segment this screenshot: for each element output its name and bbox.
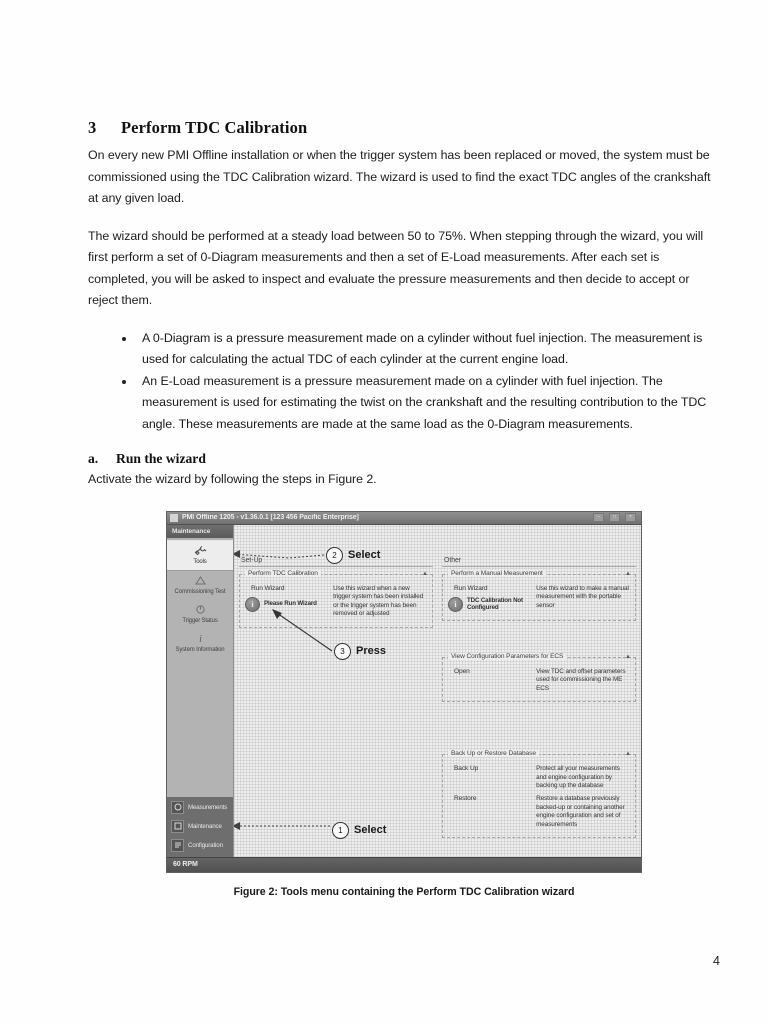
group-description: View TDC and offset parameters used for commissioning the ME ECS	[536, 667, 626, 692]
other-column-title: Other	[442, 557, 636, 567]
callout-bubble: 2	[326, 547, 343, 564]
group-perform-tdc-calibration	[239, 569, 433, 628]
status-badge	[448, 597, 528, 612]
group-description: Protect all your measurements and engine configuration by backing up the database	[536, 765, 620, 790]
chevron-up-icon[interactable]: ▲	[625, 570, 631, 577]
info-icon: i	[448, 597, 463, 612]
figure-2	[88, 511, 720, 898]
minimize-button[interactable]: –	[593, 513, 604, 522]
group-row	[448, 795, 630, 829]
sidebar-item-label: Measurements	[188, 803, 228, 811]
group-row	[448, 765, 630, 791]
setup-column	[239, 533, 433, 852]
sidebar-item-label: Trigger Status	[182, 617, 218, 624]
figure-caption: Figure 2: Tools menu containing the Perform TDC Calibration wizard	[233, 885, 575, 898]
subsection-title	[88, 451, 720, 467]
bullet-list	[88, 328, 720, 436]
group-actions	[448, 795, 528, 829]
sidebar-item-system-information[interactable]	[167, 629, 233, 658]
group-actions	[245, 585, 325, 619]
sidebar-item-label: Commissioning Test	[174, 588, 226, 595]
page-title	[88, 118, 720, 138]
group-actions	[448, 585, 528, 612]
group-view-configuration-parameters	[442, 652, 636, 703]
tools-icon	[193, 545, 207, 557]
configuration-icon	[171, 839, 184, 852]
document-content	[88, 118, 720, 898]
window-body	[167, 525, 641, 857]
sidebar-item-commissioning-test[interactable]	[167, 571, 233, 600]
group-description: Restore a database previously backed-up or containing another engine configuration and set of measurements	[536, 795, 625, 828]
callout-label: Press	[356, 645, 386, 657]
sidebar	[167, 525, 234, 857]
window-titlebar	[167, 512, 641, 525]
info-icon: i	[245, 597, 260, 612]
app-logo-icon	[170, 514, 178, 522]
group-description: Use this wizard when a new trigger system has been installed or the trigger system has been removed or adjusted	[333, 584, 424, 618]
application-screenshot	[166, 511, 642, 873]
group-perform-manual-measurement	[442, 569, 636, 621]
window-title: PMI Offline 1205 - v1.36.0.1 [123 456 Pacific Enterprise]	[182, 514, 359, 521]
paragraph-2: The wizard should be performed at a steady load between 50 to 75%. When stepping through the wizard, you will first perform a set of 0-Diagram measurements and then a set of E-Load measurements. After each set is completed, you will be asked to inspect and evaluate the pressure measurements and then decide to accept or reject them.	[88, 228, 704, 307]
chevron-up-icon[interactable]: ▲	[625, 653, 631, 660]
sidebar-item-trigger-status[interactable]	[167, 600, 233, 629]
group-actions	[448, 765, 528, 791]
callout-label: Select	[348, 549, 381, 561]
chevron-up-icon[interactable]: ▲	[625, 751, 631, 758]
sidebar-item-label: Maintenance	[188, 822, 222, 830]
group-row	[448, 668, 630, 694]
callout-bubble: 1	[332, 822, 349, 839]
callout-label: Select	[354, 824, 387, 836]
sidebar-item-measurements[interactable]	[167, 798, 233, 817]
callout-2	[326, 547, 380, 564]
subsection-number: a.	[88, 451, 99, 466]
info-icon	[193, 633, 207, 645]
back-up-button[interactable]: Back Up	[454, 765, 479, 773]
sidebar-item-maintenance[interactable]	[167, 817, 233, 836]
group-title: Perform TDC Calibration	[245, 570, 321, 577]
rpm-indicator: 60 RPM	[173, 861, 198, 868]
group-backup-restore-database	[442, 750, 636, 838]
sidebar-item-label: System Information	[175, 646, 225, 653]
status-text: Please Run Wizard	[264, 600, 317, 608]
restore-button[interactable]: Restore	[454, 795, 477, 803]
measurements-icon	[171, 801, 184, 814]
group-title: Perform a Manual Measurement	[448, 570, 546, 577]
list-item: An E-Load measurement is a pressure measurement made on a cylinder with fuel injection. The measurement is used for estimating the twist on the crankshaft and the resulting contribution to the TDC angle. These measurements are made at the same load as the 0-Diagram measurements.	[120, 371, 720, 436]
run-wizard-button[interactable]: Run Wizard	[251, 584, 285, 592]
group-row	[448, 585, 630, 612]
commissioning-icon	[193, 575, 207, 587]
callout-1	[332, 822, 386, 839]
close-button[interactable]: ×	[625, 513, 636, 522]
svg-text:i: i	[198, 634, 202, 644]
list-item: A 0-Diagram is a pressure measurement made on a cylinder without fuel injection. The measurement is used for calculating the actual TDC of each cylinder at the current engine load.	[120, 328, 720, 371]
other-column	[442, 533, 636, 852]
sidebar-item-label: Configuration	[188, 841, 223, 849]
subsection-label: Run the wizard	[116, 451, 206, 466]
window-controls	[593, 513, 638, 522]
group-row	[245, 585, 427, 619]
callout-bubble: 3	[334, 643, 351, 660]
callout-3	[334, 643, 386, 660]
page-number: 4	[713, 954, 720, 968]
group-actions	[448, 668, 528, 694]
group-title: View Configuration Parameters for ECS	[448, 653, 566, 660]
sidebar-item-tools[interactable]	[167, 540, 233, 571]
chevron-up-icon[interactable]: ▲	[422, 570, 428, 577]
status-bar	[167, 857, 641, 872]
main-panel	[234, 525, 641, 857]
paragraph-1: On every new PMI Offline installation or when the trigger system has been replaced or moved, the system must be commissioned using the TDC Calibration wizard. The wizard is used to find the exact TDC angles of the crankshaft at any given load.	[88, 148, 711, 205]
run-wizard-button[interactable]: Run Wizard	[454, 584, 488, 592]
group-title: Back Up or Restore Database	[448, 750, 539, 757]
section-number: 3	[88, 118, 97, 137]
open-button[interactable]: Open	[454, 667, 470, 675]
sidebar-item-configuration[interactable]	[167, 836, 233, 855]
maintenance-icon	[171, 820, 184, 833]
sidebar-nav	[167, 538, 233, 797]
status-text: TDC Calibration Not Configured	[467, 596, 523, 611]
paragraph-3: Activate the wizard by following the steps in Figure 2.	[88, 472, 377, 486]
sidebar-bottom-nav	[167, 797, 233, 857]
section-title: Perform TDC Calibration	[121, 118, 308, 137]
sidebar-header: Maintenance	[167, 525, 233, 538]
status-badge	[245, 597, 325, 612]
setup-column-title: Set-Up	[239, 557, 433, 567]
trigger-icon	[193, 604, 207, 616]
group-description: Use this wizard to make a manual measurement with the portable sensor	[536, 584, 629, 609]
maximize-button[interactable]: □	[609, 513, 620, 522]
sidebar-item-label: Tools	[193, 558, 207, 565]
